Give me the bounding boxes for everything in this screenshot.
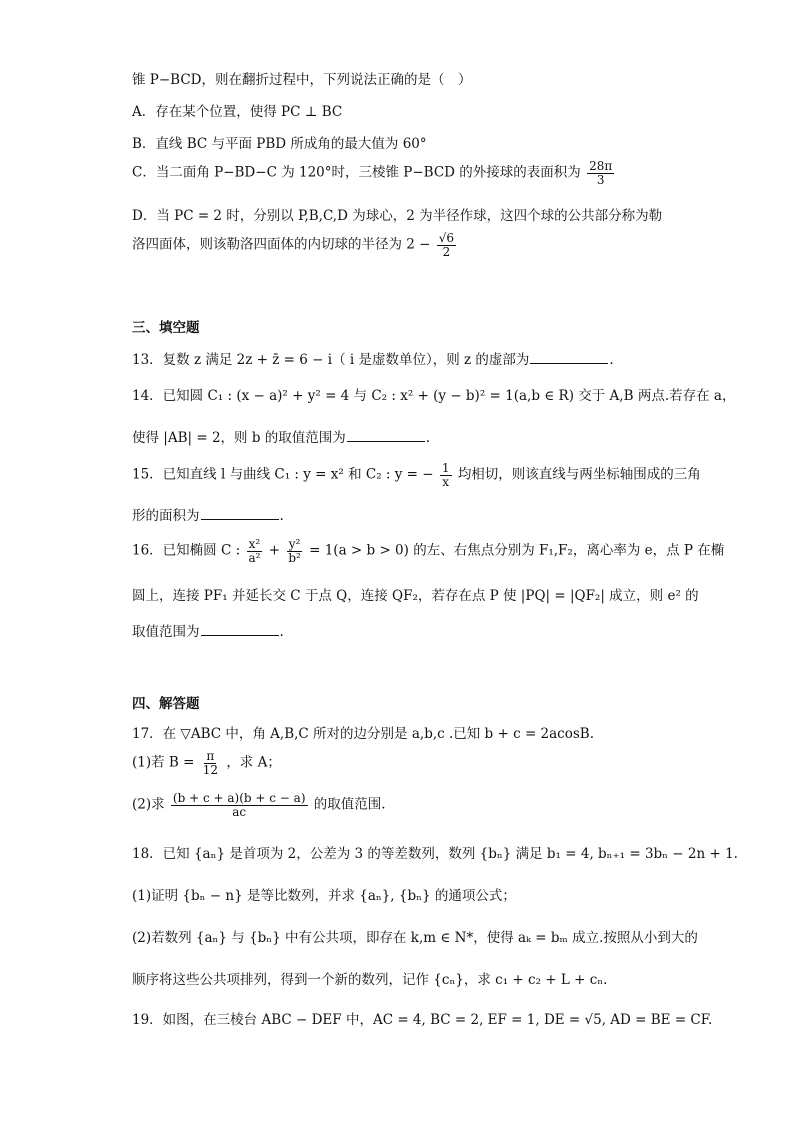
- q17-part1-text-a: (1)若 B =: [132, 754, 195, 771]
- q14-line1: 14．已知圆 C₁ : (x − a)² + y² = 4 与 C₂ : x² + (y − b)² = 1(a,b ∈ R) 交于 A,B 两点.若存在 a，: [132, 388, 736, 404]
- q17-part2: [132, 792, 386, 818]
- fraction-1-over-x: [440, 462, 452, 488]
- fraction-numerator: x²: [248, 537, 261, 551]
- q14-text: 使得 |AB| = 2，则 b 的取值范围为: [132, 430, 346, 446]
- answer-blank: [347, 429, 425, 442]
- q15-text-a: 15．已知直线 l 与曲线 C₁ : y = x² 和 C₂ : y = −: [132, 466, 434, 483]
- q18-part2-line2: 顺序将这些公共项排列，得到一个新的数列，记作 {cₙ}，求 c₁ + c₂ + L + cₙ.: [132, 972, 608, 988]
- q12-option-c: [132, 160, 616, 186]
- fraction-numerator: (b + c + a)(b + c − a): [172, 791, 306, 805]
- q15-line1: [132, 462, 701, 488]
- fraction-sqrt6-over-2: [437, 232, 456, 258]
- q16-text-a: 16．已知椭圆 C :: [132, 542, 241, 559]
- answer-blank: [201, 623, 279, 636]
- fraction-numerator: y²: [288, 537, 301, 551]
- q19: 19．如图，在三棱台 ABC − DEF 中，AC = 4, BC = 2, EF = 1, DE = √5, AD = BE = CF.: [132, 1012, 713, 1028]
- q15-line2: 形的面积为 .: [132, 508, 284, 524]
- fraction-denominator: b²: [288, 550, 301, 565]
- q13-text: 13．复数 z 满足 2z + z̄ = 6 − i（ i 是虚数单位），则 z 的虚部为: [132, 352, 530, 368]
- fraction-expression: [171, 792, 308, 818]
- q14-line2: 使得 |AB| = 2，则 b 的取值范围为 .: [132, 430, 431, 446]
- q17-part2-text-b: 的取值范围.: [313, 796, 386, 813]
- fraction-denominator: x: [442, 474, 450, 489]
- fraction-y2-over-b2: [286, 538, 303, 564]
- q17-part1-text-b: ，求 A；: [226, 754, 281, 771]
- q15-text-c: 形的面积为: [132, 508, 200, 524]
- q12-option-d-text: 洛四面体，则该勒洛四面体的内切球的半径为 2 −: [132, 236, 431, 253]
- q12-option-d-line1: D．当 PC = 2 时，分别以 P,B,C,D 为球心，2 为半径作球，这四个球的公共部分称为勒: [132, 208, 663, 224]
- q16-line2: 圆上，连接 PF₁ 并延长交 C 于点 Q，连接 QF₂，若存在点 P 使 |PQ| = |QF₂| 成立，则 e² 的: [132, 588, 699, 604]
- fraction-numerator: 28π: [589, 159, 613, 173]
- fraction-denominator: a²: [248, 550, 261, 565]
- q18-part1: (1)证明 {bₙ − n} 是等比数列，并求 {aₙ}, {bₙ} 的通项公式；: [132, 888, 516, 904]
- q13: 13．复数 z 满足 2z + z̄ = 6 − i（ i 是虚数单位），则 z 的虚部为 .: [132, 352, 614, 368]
- fraction-denominator: ac: [232, 804, 247, 819]
- answer-blank: [530, 351, 608, 364]
- fraction-numerator: π: [206, 749, 215, 763]
- fraction-numerator: √6: [438, 231, 455, 245]
- section-heading-solutions: 四、解答题: [132, 696, 200, 712]
- q17: 17．在 ▽ABC 中，角 A,B,C 所对的边分别是 a,b,c .已知 b + c = 2acosB.: [132, 726, 595, 742]
- fraction-denominator: 3: [596, 172, 605, 187]
- q16-line1: [132, 538, 724, 564]
- q16-line3: 取值范围为 .: [132, 624, 284, 640]
- q18-part2-line1: (2)若数列 {aₙ} 与 {bₙ} 中有公共项，即存在 k,m ∈ N*，使得 aₖ = bₘ 成立.按照从小到大的: [132, 930, 698, 946]
- fraction-numerator: 1: [441, 461, 450, 475]
- fraction-pi-over-12: [201, 750, 220, 776]
- q16-text-c: 取值范围为: [132, 624, 200, 640]
- q12-option-d-line2: [132, 232, 458, 258]
- fraction-denominator: 2: [442, 244, 451, 259]
- q17-part1: [132, 750, 281, 776]
- q15-text-b: 均相切，则该直线与两坐标轴围成的三角: [457, 466, 701, 483]
- fraction-denominator: 12: [202, 762, 219, 777]
- fraction-28pi-over-3: [587, 160, 614, 186]
- q17-part2-text-a: (2)求: [132, 796, 165, 813]
- q18: 18．已知 {aₙ} 是首项为 2，公差为 3 的等差数列，数列 {bₙ} 满足 b₁ = 4, bₙ₊₁ = 3bₙ − 2n + 1.: [132, 846, 738, 862]
- fraction-x2-over-a2: [246, 538, 262, 564]
- q12-option-a: A．存在某个位置，使得 PC ⊥ BC: [132, 104, 343, 120]
- q16-text-b: = 1(a > b > 0) 的左、右焦点分别为 F₁,F₂，离心率为 e，点 P 在椭: [309, 542, 725, 559]
- q12-continuation: 锥 P−BCD，则在翻折过程中，下列说法正确的是（ ）: [132, 72, 472, 88]
- answer-blank: [201, 507, 279, 520]
- plus-sign: +: [268, 542, 281, 559]
- q12-option-c-text: C．当二面角 P−BD−C 为 120°时，三棱锥 P−BCD 的外接球的表面积为: [132, 164, 581, 181]
- q12-option-b: B．直线 BC 与平面 PBD 所成角的最大值为 60°: [132, 136, 427, 152]
- section-heading-fill-in: 三、填空题: [132, 320, 200, 336]
